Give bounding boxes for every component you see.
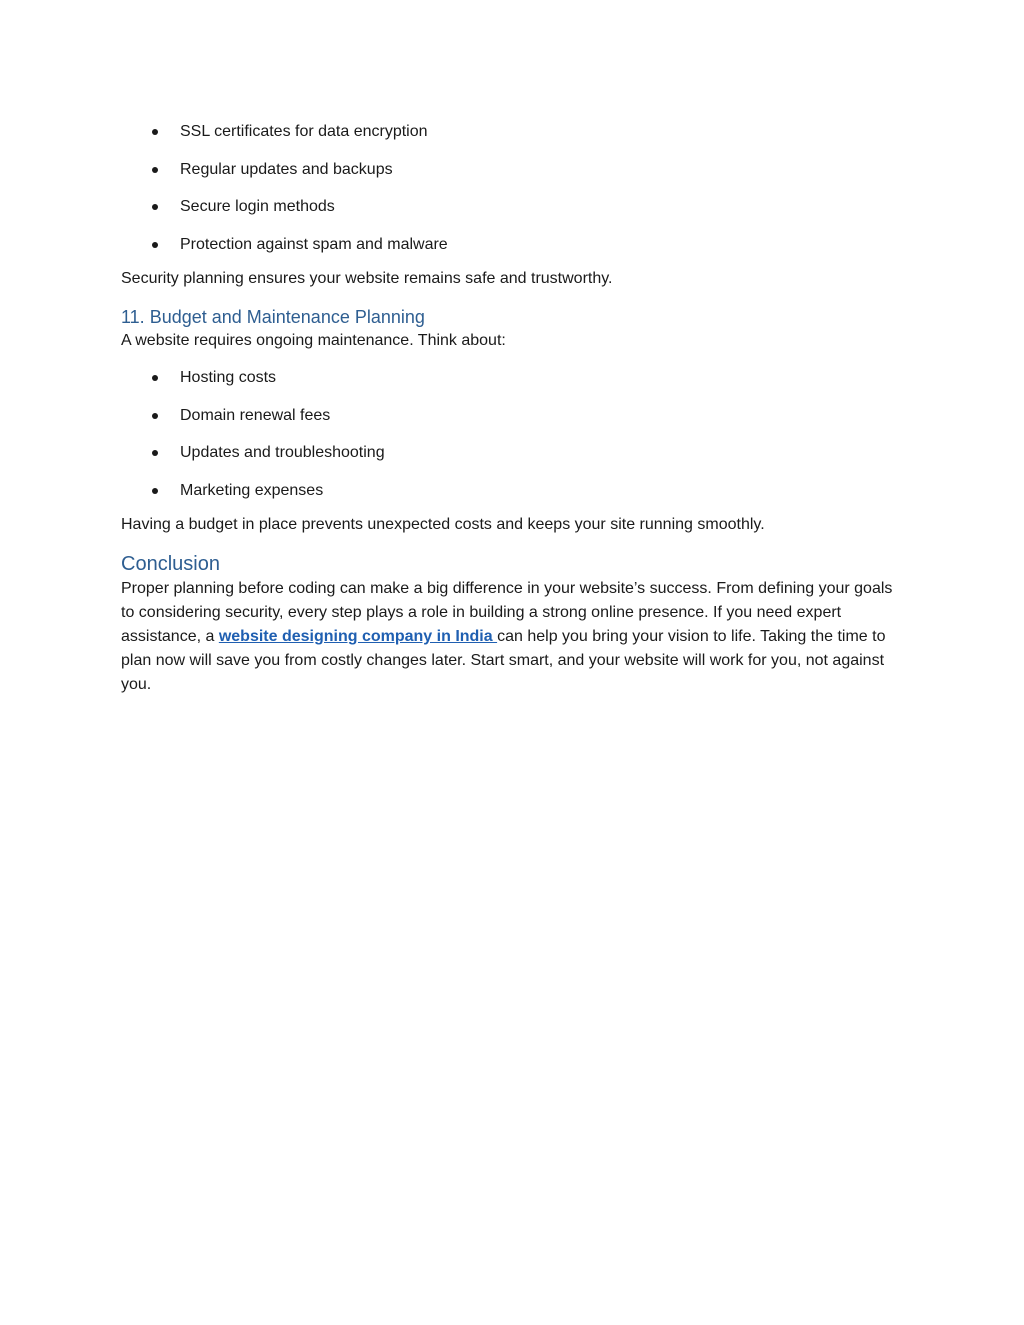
bullet-icon (152, 204, 158, 210)
list-item: Secure login methods (121, 193, 906, 221)
bullet-icon (152, 488, 158, 494)
list-item: SSL certificates for data encryption (121, 118, 906, 146)
bullet-icon (152, 167, 158, 173)
list-item: Regular updates and backups (121, 156, 906, 184)
bullet-icon (152, 413, 158, 419)
list-item: Marketing expenses (121, 477, 906, 505)
budget-list (121, 364, 906, 505)
conclusion-heading: Conclusion (121, 553, 220, 575)
list-item: Domain renewal fees (121, 402, 906, 430)
budget-intro: A website requires ongoing maintenance. Think about: (121, 332, 506, 349)
bullet-icon (152, 129, 158, 135)
conclusion-text-end: can help you bring your vision to life. Taking the time to plan now will save you from costly changes later. Start smart, and your website will work for you, not against you. (121, 628, 886, 693)
bullet-icon (152, 450, 158, 456)
security-list (121, 118, 906, 259)
conclusion-paragraph (121, 577, 906, 697)
list-item: Hosting costs (121, 364, 906, 392)
security-summary: Security planning ensures your website remains safe and trustworthy. (121, 270, 613, 287)
bullet-icon (152, 375, 158, 381)
page-content (121, 118, 906, 697)
company-link[interactable]: website designing company in India (218, 628, 498, 645)
bullet-icon (152, 242, 158, 248)
conclusion-text-start: Proper planning before coding can make a big difference in your website’s success. From defining your goals to considering security, every step plays a role in building a strong online presence. If you need expert assistance, a (121, 580, 893, 645)
budget-heading: 11. Budget and Maintenance Planning (121, 307, 425, 327)
list-item: Protection against spam and malware (121, 231, 906, 259)
budget-summary: Having a budget in place prevents unexpected costs and keeps your site running smoothly. (121, 516, 765, 533)
list-item: Updates and troubleshooting (121, 439, 906, 467)
